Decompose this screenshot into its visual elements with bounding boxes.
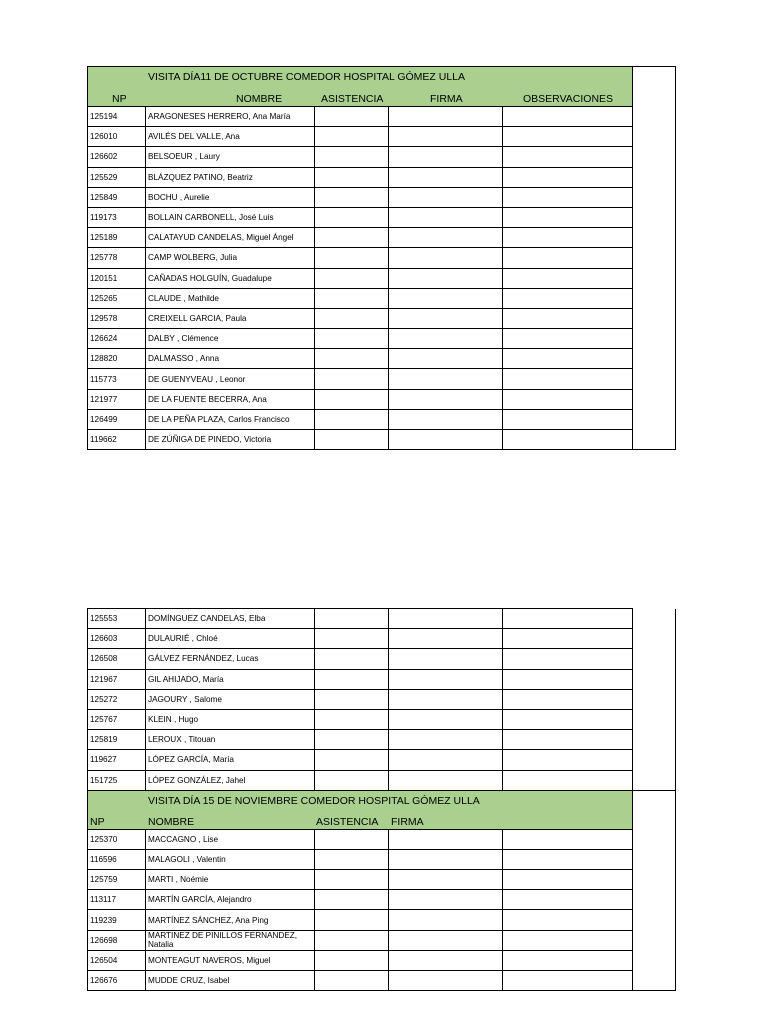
firma-cell[interactable] bbox=[389, 890, 503, 910]
table-row bbox=[88, 770, 676, 790]
extra-cell bbox=[633, 950, 676, 970]
firma-cell[interactable] bbox=[389, 849, 503, 869]
firma-cell[interactable] bbox=[389, 629, 503, 649]
np-cell: 125272 bbox=[88, 689, 146, 709]
asistencia-cell[interactable] bbox=[315, 248, 389, 268]
firma-cell[interactable] bbox=[389, 369, 503, 389]
extra-cell bbox=[633, 930, 676, 950]
name-cell: LÓPEZ GONZÁLEZ, Jahel bbox=[146, 770, 315, 790]
observaciones-cell[interactable] bbox=[503, 167, 633, 187]
name-cell: DE LA FUENTE BECERRA, Ana bbox=[146, 389, 315, 409]
firma-cell[interactable] bbox=[389, 870, 503, 890]
np-cell: 125778 bbox=[88, 248, 146, 268]
table-row bbox=[88, 389, 676, 409]
extra-cell bbox=[633, 389, 676, 409]
header-np: NP bbox=[90, 815, 105, 828]
asistencia-cell[interactable] bbox=[315, 107, 389, 127]
header-nombre: NOMBRE bbox=[148, 815, 195, 828]
attendance-sheet-october bbox=[87, 66, 675, 450]
observaciones-cell[interactable] bbox=[503, 207, 633, 227]
extra-cell bbox=[633, 971, 676, 991]
observaciones-cell[interactable] bbox=[503, 770, 633, 790]
np-cell: 125767 bbox=[88, 709, 146, 729]
extra-cell bbox=[633, 207, 676, 227]
table-row bbox=[88, 308, 676, 328]
firma-cell[interactable] bbox=[389, 950, 503, 970]
table-row bbox=[88, 950, 676, 970]
table-row bbox=[88, 730, 676, 750]
observaciones-cell[interactable] bbox=[503, 288, 633, 308]
table-row bbox=[88, 829, 676, 849]
asistencia-cell[interactable] bbox=[315, 349, 389, 369]
asistencia-cell[interactable] bbox=[315, 288, 389, 308]
asistencia-cell[interactable] bbox=[315, 669, 389, 689]
table-row bbox=[88, 409, 676, 429]
np-cell: 126499 bbox=[88, 409, 146, 429]
np-cell: 125189 bbox=[88, 228, 146, 248]
observaciones-cell[interactable] bbox=[503, 147, 633, 167]
extra-cell bbox=[633, 248, 676, 268]
observaciones-cell[interactable] bbox=[503, 349, 633, 369]
name-cell: MARTINEZ DE PINILLOS FERNANDEZ, Natalia bbox=[146, 930, 315, 950]
firma-cell[interactable] bbox=[389, 971, 503, 991]
firma-cell[interactable] bbox=[389, 107, 503, 127]
header-np: NP bbox=[112, 93, 127, 105]
table-row bbox=[88, 147, 676, 167]
name-cell: BOCHU , Aurelie bbox=[146, 187, 315, 207]
np-cell: 119239 bbox=[88, 910, 146, 930]
name-cell: GÁLVEZ FERNÁNDEZ, Lucas bbox=[146, 649, 315, 669]
np-cell: 128820 bbox=[88, 349, 146, 369]
firma-cell[interactable] bbox=[389, 910, 503, 930]
asistencia-cell[interactable] bbox=[315, 689, 389, 709]
table-row bbox=[88, 268, 676, 288]
np-cell: 126624 bbox=[88, 329, 146, 349]
firma-cell[interactable] bbox=[389, 430, 503, 450]
header-extra-cell bbox=[633, 790, 676, 829]
firma-cell[interactable] bbox=[389, 228, 503, 248]
table-row bbox=[88, 649, 676, 669]
table-row bbox=[88, 930, 676, 950]
observaciones-cell[interactable] bbox=[503, 248, 633, 268]
name-cell: MARTÍN GARCÍA, Alejandro bbox=[146, 890, 315, 910]
asistencia-cell[interactable] bbox=[315, 750, 389, 770]
firma-cell[interactable] bbox=[389, 268, 503, 288]
extra-cell bbox=[633, 849, 676, 869]
np-cell: 129578 bbox=[88, 308, 146, 328]
extra-cell bbox=[633, 409, 676, 429]
observaciones-cell[interactable] bbox=[503, 669, 633, 689]
np-cell: 125370 bbox=[88, 829, 146, 849]
name-cell: DALMASSO , Anna bbox=[146, 349, 315, 369]
asistencia-cell[interactable] bbox=[315, 629, 389, 649]
observaciones-cell[interactable] bbox=[503, 730, 633, 750]
name-cell: CAÑADAS HOLGUÍN, Guadalupe bbox=[146, 268, 315, 288]
sheet-title: VISITA DÍA 15 DE NOVIEMBRE COMEDOR HOSPITAL GÓMEZ ULLA bbox=[148, 794, 480, 807]
observaciones-cell[interactable] bbox=[503, 849, 633, 869]
observaciones-cell[interactable] bbox=[503, 369, 633, 389]
np-cell: 125529 bbox=[88, 167, 146, 187]
name-cell: MACCAGNO , Lise bbox=[146, 829, 315, 849]
table-row bbox=[88, 669, 676, 689]
asistencia-cell[interactable] bbox=[315, 409, 389, 429]
extra-cell bbox=[633, 910, 676, 930]
firma-cell[interactable] bbox=[389, 187, 503, 207]
observaciones-cell[interactable] bbox=[503, 228, 633, 248]
header-extra-cell bbox=[633, 67, 676, 107]
np-cell: 121967 bbox=[88, 669, 146, 689]
table-row bbox=[88, 689, 676, 709]
asistencia-cell[interactable] bbox=[315, 849, 389, 869]
table-row bbox=[88, 369, 676, 389]
extra-cell bbox=[633, 890, 676, 910]
sheet-title: VISITA DÍA11 DE OCTUBRE COMEDOR HOSPITAL GÓMEZ ULLA bbox=[148, 71, 466, 83]
firma-cell[interactable] bbox=[389, 669, 503, 689]
table-row bbox=[88, 107, 676, 127]
firma-cell[interactable] bbox=[389, 689, 503, 709]
extra-cell bbox=[633, 730, 676, 750]
asistencia-cell[interactable] bbox=[315, 268, 389, 288]
asistencia-cell[interactable] bbox=[315, 308, 389, 328]
header-asistencia: ASISTENCIA bbox=[321, 93, 384, 105]
asistencia-cell[interactable] bbox=[315, 971, 389, 991]
name-cell: CAMP WOLBERG, Julia bbox=[146, 248, 315, 268]
extra-cell bbox=[633, 349, 676, 369]
table-row bbox=[88, 910, 676, 930]
firma-cell[interactable] bbox=[389, 147, 503, 167]
name-cell: KLEIN , Hugo bbox=[146, 709, 315, 729]
asistencia-cell[interactable] bbox=[315, 950, 389, 970]
extra-cell bbox=[633, 288, 676, 308]
extra-cell bbox=[633, 629, 676, 649]
table-row bbox=[88, 248, 676, 268]
asistencia-cell[interactable] bbox=[315, 228, 389, 248]
observaciones-cell[interactable] bbox=[503, 709, 633, 729]
name-cell: CLAUDE , Mathilde bbox=[146, 288, 315, 308]
observaciones-cell[interactable] bbox=[503, 389, 633, 409]
np-cell: 126676 bbox=[88, 971, 146, 991]
name-cell: MONTEAGUT NAVEROS, Miguel bbox=[146, 950, 315, 970]
extra-cell bbox=[633, 167, 676, 187]
extra-cell bbox=[633, 369, 676, 389]
table-row bbox=[88, 167, 676, 187]
extra-cell bbox=[633, 689, 676, 709]
name-cell: BELSOEUR , Laury bbox=[146, 147, 315, 167]
np-cell: 113117 bbox=[88, 890, 146, 910]
firma-cell[interactable] bbox=[389, 329, 503, 349]
extra-cell bbox=[633, 187, 676, 207]
np-cell: 116596 bbox=[88, 849, 146, 869]
name-cell: MALAGOLI , Valentin bbox=[146, 849, 315, 869]
observaciones-cell[interactable] bbox=[503, 268, 633, 288]
extra-cell bbox=[633, 609, 676, 629]
observaciones-cell[interactable] bbox=[503, 127, 633, 147]
observaciones-cell[interactable] bbox=[503, 649, 633, 669]
extra-cell bbox=[633, 829, 676, 849]
name-cell: DALBY , Clémence bbox=[146, 329, 315, 349]
firma-cell[interactable] bbox=[389, 750, 503, 770]
name-cell: DOMÍNGUEZ CANDELAS, Elba bbox=[146, 609, 315, 629]
extra-cell bbox=[633, 870, 676, 890]
np-cell: 126603 bbox=[88, 629, 146, 649]
np-cell: 125759 bbox=[88, 870, 146, 890]
firma-cell[interactable] bbox=[389, 730, 503, 750]
np-cell: 120151 bbox=[88, 268, 146, 288]
table-row bbox=[88, 288, 676, 308]
extra-cell bbox=[633, 329, 676, 349]
np-cell: 115773 bbox=[88, 369, 146, 389]
np-cell: 125194 bbox=[88, 107, 146, 127]
asistencia-cell[interactable] bbox=[315, 709, 389, 729]
asistencia-cell[interactable] bbox=[315, 329, 389, 349]
observaciones-cell[interactable] bbox=[503, 950, 633, 970]
np-cell: 151725 bbox=[88, 770, 146, 790]
observaciones-cell[interactable] bbox=[503, 870, 633, 890]
extra-cell bbox=[633, 649, 676, 669]
extra-cell bbox=[633, 308, 676, 328]
observaciones-cell[interactable] bbox=[503, 629, 633, 649]
header-asistencia: ASISTENCIA bbox=[316, 815, 379, 828]
extra-cell bbox=[633, 750, 676, 770]
np-cell: 121977 bbox=[88, 389, 146, 409]
firma-cell[interactable] bbox=[389, 349, 503, 369]
firma-cell[interactable] bbox=[389, 409, 503, 429]
attendance-sheet-november bbox=[87, 608, 675, 991]
name-cell: MARTÍNEZ SÁNCHEZ, Ana Ping bbox=[146, 910, 315, 930]
observaciones-cell[interactable] bbox=[503, 107, 633, 127]
np-cell: 125553 bbox=[88, 609, 146, 629]
name-cell: JAGOURY , Salome bbox=[146, 689, 315, 709]
name-cell: AVILÉS DEL VALLE, Ana bbox=[146, 127, 315, 147]
asistencia-cell[interactable] bbox=[315, 369, 389, 389]
asistencia-cell[interactable] bbox=[315, 890, 389, 910]
table-header-row bbox=[88, 790, 676, 829]
table-row bbox=[88, 609, 676, 629]
firma-cell[interactable] bbox=[389, 127, 503, 147]
firma-cell[interactable] bbox=[389, 288, 503, 308]
observaciones-cell[interactable] bbox=[503, 829, 633, 849]
asistencia-cell[interactable] bbox=[315, 127, 389, 147]
header-nombre: NOMBRE bbox=[236, 93, 283, 105]
extra-cell bbox=[633, 228, 676, 248]
name-cell: MUDDE CRUZ, Isabel bbox=[146, 971, 315, 991]
asistencia-cell[interactable] bbox=[315, 910, 389, 930]
asistencia-cell[interactable] bbox=[315, 187, 389, 207]
firma-cell[interactable] bbox=[389, 829, 503, 849]
extra-cell bbox=[633, 147, 676, 167]
np-cell: 126504 bbox=[88, 950, 146, 970]
np-cell: 125265 bbox=[88, 288, 146, 308]
firma-cell[interactable] bbox=[389, 389, 503, 409]
name-cell: DE GUENYVEAU , Leonor bbox=[146, 369, 315, 389]
np-cell: 119173 bbox=[88, 207, 146, 227]
table-row bbox=[88, 127, 676, 147]
observaciones-cell[interactable] bbox=[503, 308, 633, 328]
np-cell: 119627 bbox=[88, 750, 146, 770]
observaciones-cell[interactable] bbox=[503, 971, 633, 991]
name-cell: LÓPEZ GARCÍA, María bbox=[146, 750, 315, 770]
observaciones-cell[interactable] bbox=[503, 329, 633, 349]
observaciones-cell[interactable] bbox=[503, 430, 633, 450]
observaciones-cell[interactable] bbox=[503, 409, 633, 429]
asistencia-cell[interactable] bbox=[315, 167, 389, 187]
firma-cell[interactable] bbox=[389, 649, 503, 669]
table-row bbox=[88, 228, 676, 248]
name-cell: LEROUX , Titouan bbox=[146, 730, 315, 750]
np-cell: 125849 bbox=[88, 187, 146, 207]
firma-cell[interactable] bbox=[389, 930, 503, 950]
name-cell: DULAURIÉ , Chloé bbox=[146, 629, 315, 649]
asistencia-cell[interactable] bbox=[315, 430, 389, 450]
asistencia-cell[interactable] bbox=[315, 730, 389, 750]
header-observaciones: OBSERVACIONES bbox=[523, 93, 614, 105]
name-cell: BLÁZQUEZ PATINO, Beatriz bbox=[146, 167, 315, 187]
observaciones-cell[interactable] bbox=[503, 187, 633, 207]
name-cell: CREIXELL GARCIA, Paula bbox=[146, 308, 315, 328]
firma-cell[interactable] bbox=[389, 308, 503, 328]
table-row bbox=[88, 709, 676, 729]
name-cell: MARTI , Noémie bbox=[146, 870, 315, 890]
extra-cell bbox=[633, 268, 676, 288]
firma-cell[interactable] bbox=[389, 167, 503, 187]
np-cell: 126698 bbox=[88, 930, 146, 950]
observaciones-cell[interactable] bbox=[503, 750, 633, 770]
observaciones-cell[interactable] bbox=[503, 890, 633, 910]
asistencia-cell[interactable] bbox=[315, 870, 389, 890]
asistencia-cell[interactable] bbox=[315, 829, 389, 849]
name-cell: GIL AHIJADO, María bbox=[146, 669, 315, 689]
header-firma: FIRMA bbox=[391, 815, 424, 828]
table-header-row bbox=[88, 67, 676, 107]
extra-cell bbox=[633, 127, 676, 147]
name-cell: ARAGONESES HERRERO, Ana María bbox=[146, 107, 315, 127]
np-cell: 119662 bbox=[88, 430, 146, 450]
np-cell: 126508 bbox=[88, 649, 146, 669]
table-row bbox=[88, 187, 676, 207]
extra-cell bbox=[633, 770, 676, 790]
table-row bbox=[88, 849, 676, 869]
extra-cell bbox=[633, 430, 676, 450]
np-cell: 126602 bbox=[88, 147, 146, 167]
firma-cell[interactable] bbox=[389, 248, 503, 268]
attendance-table-october bbox=[87, 66, 676, 450]
table-row bbox=[88, 890, 676, 910]
table-row bbox=[88, 329, 676, 349]
observaciones-cell[interactable] bbox=[503, 910, 633, 930]
table-row bbox=[88, 207, 676, 227]
extra-cell bbox=[633, 709, 676, 729]
table-row bbox=[88, 870, 676, 890]
attendance-table-november bbox=[87, 608, 676, 991]
np-cell: 126010 bbox=[88, 127, 146, 147]
table-row bbox=[88, 349, 676, 369]
asistencia-cell[interactable] bbox=[315, 389, 389, 409]
asistencia-cell[interactable] bbox=[315, 147, 389, 167]
name-cell: DE ZÚÑIGA DE PINEDO, Victoria bbox=[146, 430, 315, 450]
name-cell: DE LA PEÑA PLAZA, Carlos Francisco bbox=[146, 409, 315, 429]
firma-cell[interactable] bbox=[389, 207, 503, 227]
firma-cell[interactable] bbox=[389, 709, 503, 729]
header-firma: FIRMA bbox=[430, 93, 463, 105]
firma-cell[interactable] bbox=[389, 770, 503, 790]
name-cell: BOLLAIN CARBONELL, José Luis bbox=[146, 207, 315, 227]
asistencia-cell[interactable] bbox=[315, 930, 389, 950]
np-cell: 125819 bbox=[88, 730, 146, 750]
observaciones-cell[interactable] bbox=[503, 930, 633, 950]
asistencia-cell[interactable] bbox=[315, 649, 389, 669]
asistencia-cell[interactable] bbox=[315, 770, 389, 790]
extra-cell bbox=[633, 107, 676, 127]
observaciones-cell[interactable] bbox=[503, 689, 633, 709]
asistencia-cell[interactable] bbox=[315, 609, 389, 629]
firma-cell[interactable] bbox=[389, 609, 503, 629]
extra-cell bbox=[633, 669, 676, 689]
table-row bbox=[88, 629, 676, 649]
table-row bbox=[88, 750, 676, 770]
observaciones-cell[interactable] bbox=[503, 609, 633, 629]
name-cell: CALATAYUD CANDELAS, Miguel Ángel bbox=[146, 228, 315, 248]
table-row bbox=[88, 430, 676, 450]
asistencia-cell[interactable] bbox=[315, 207, 389, 227]
table-row bbox=[88, 971, 676, 991]
